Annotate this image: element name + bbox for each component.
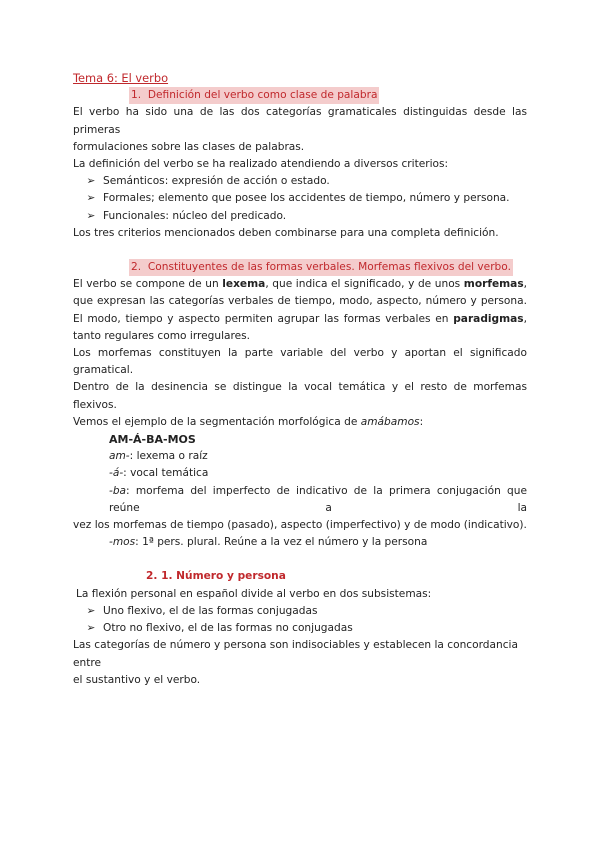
morpheme-item: -ba: morfema del imperfecto de indicativo de la primera conjugación que reúne a la <box>109 484 527 514</box>
section-2-paragraph-line: Vemos el ejemplo de la segmentación morfológica de amábamos: <box>73 415 424 428</box>
list-item: ➢ Semánticos: expresión de acción o estado. <box>79 173 527 190</box>
section-2-paragraph: El verbo se compone de un lexema, que indica el significado, y de unos morfemas, que expresan las categorías verbales de tiempo, modo, aspecto, número y persona. El modo, tiempo y aspecto permiten agrupar las formas verbales en paradigmas, tanto regulares como irregulares. <box>73 278 527 342</box>
document-title: Tema 6: El verbo <box>73 71 169 85</box>
morpheme-item: -mos: 1ª pers. plural. Reúne a la vez el número y la persona <box>109 536 428 549</box>
section-2-1-paragraph: La flexión personal en español divide al verbo en dos subsistemas: <box>76 587 432 600</box>
section-2-paragraph-line: Dentro de la desinencia se distingue la vocal temática y el resto de morfemas flexivos. <box>73 381 527 411</box>
section-1-conclusion: Los tres criterios mencionados deben combinarse para una completa definición. <box>73 226 499 239</box>
arrow-bullet-icon: ➢ <box>86 192 96 205</box>
morpheme-item-continuation: vez los morfemas de tiempo (pasado), aspecto (imperfectivo) y de modo (indicativo). <box>73 519 527 532</box>
subsystems-list <box>73 603 527 637</box>
section-1-paragraph-line: formulaciones sobre las clases de palabras. <box>73 140 305 153</box>
arrow-bullet-icon: ➢ <box>86 209 96 222</box>
arrow-bullet-icon: ➢ <box>86 622 96 635</box>
section-2-title: Constituyentes de las formas verbales. Morfemas flexivos del verbo. <box>147 261 511 274</box>
segmentation-example: AM-Á-BA-MOS <box>109 433 196 447</box>
section-1-title: Definición del verbo como clase de palabra <box>147 89 378 102</box>
list-item: ➢ Otro no flexivo, el de las formas no conjugadas <box>79 620 527 637</box>
section-2-1-paragraph-line: Las categorías de número y persona son indisociables y establecen la concordancia entre <box>73 639 518 669</box>
morpheme-item: -á-: vocal temática <box>109 467 209 480</box>
section-1-number: 1. <box>131 89 142 102</box>
list-item: ➢ Uno flexivo, el de las formas conjugadas <box>79 603 527 620</box>
section-2-1-heading: 2. 1. Número y persona <box>146 570 286 583</box>
document-page <box>73 70 527 689</box>
section-2-number: 2. <box>131 261 142 274</box>
section-2-paragraph-line: Los morfemas constituyen la parte variable del verbo y aportan el significado gramatical. <box>73 347 527 377</box>
arrow-bullet-icon: ➢ <box>86 175 96 188</box>
section-1-paragraph-line: El verbo ha sido una de las dos categorías gramaticales distinguidas desde las primeras <box>73 106 527 136</box>
section-1-heading <box>73 87 527 104</box>
arrow-bullet-icon: ➢ <box>86 604 96 617</box>
list-item: ➢ Formales; elemento que posee los accidentes de tiempo, número y persona. <box>79 190 527 207</box>
section-2-1-paragraph-line: el sustantivo y el verbo. <box>73 673 201 686</box>
morpheme-item: am-: lexema o raíz <box>109 450 208 463</box>
list-item: ➢ Funcionales: núcleo del predicado. <box>79 208 527 225</box>
criteria-list <box>73 173 527 225</box>
section-2-heading <box>73 259 527 276</box>
section-1-paragraph: La definición del verbo se ha realizado atendiendo a diversos criterios: <box>73 158 449 171</box>
